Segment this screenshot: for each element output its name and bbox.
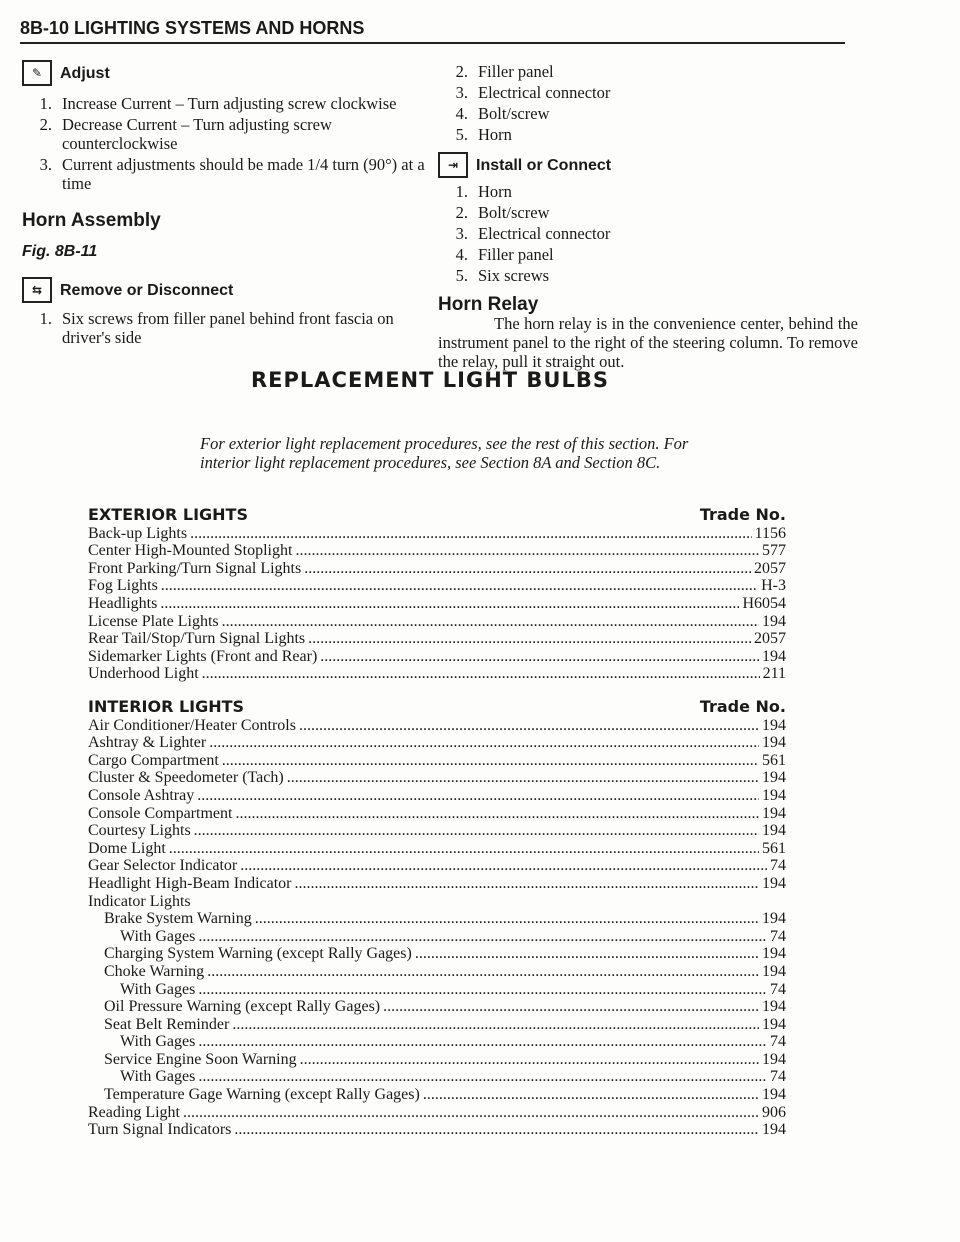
install-steps xyxy=(438,182,858,285)
step-number: 3. xyxy=(455,83,468,102)
leader-dots xyxy=(207,963,759,981)
step-number: 3. xyxy=(455,224,468,243)
bulb-location: Air Conditioner/Heater Controls xyxy=(88,716,296,734)
right-column xyxy=(438,60,858,371)
step-text: Bolt/screw xyxy=(478,104,550,123)
step-text: Bolt/screw xyxy=(478,203,550,222)
step-item xyxy=(22,309,427,347)
bulb-location: Rear Tail/Stop/Turn Signal Lights xyxy=(88,630,306,648)
step-number: 1. xyxy=(39,309,52,328)
leader-dots xyxy=(222,752,759,770)
step-text: Six screws from filler panel behind front fascia on driver's side xyxy=(62,309,394,347)
bulb-row xyxy=(88,1121,786,1139)
remove-steps-continued xyxy=(438,62,858,144)
trade-number: 194 xyxy=(762,647,786,665)
bulb-row xyxy=(88,910,786,928)
step-number: 1. xyxy=(455,182,468,201)
leader-dots xyxy=(295,875,760,893)
exterior-heading: EXTERIOR LIGHTS xyxy=(88,505,248,524)
trade-number: 2057 xyxy=(754,559,786,577)
step-text: Increase Current – Turn adjusting screw clockwise xyxy=(62,94,397,113)
bulb-location: Dome Light xyxy=(88,839,166,857)
bulb-row xyxy=(88,525,786,543)
bulb-row xyxy=(88,1033,786,1051)
install-heading xyxy=(438,152,858,178)
bulb-location: Turn Signal Indicators xyxy=(88,1121,232,1139)
leader-dots xyxy=(255,910,759,928)
adjust-icon: ✎ xyxy=(22,60,52,86)
horn-relay-heading: Horn Relay xyxy=(438,294,539,315)
step-text: Filler panel xyxy=(478,245,554,264)
step-item xyxy=(438,83,858,102)
leader-dots xyxy=(308,630,751,648)
bulb-location: Courtesy Lights xyxy=(88,822,191,840)
interior-lights-table xyxy=(88,698,786,1139)
leader-dots xyxy=(383,998,759,1016)
interior-heading: INTERIOR LIGHTS xyxy=(88,697,245,716)
bulb-row xyxy=(88,630,786,648)
step-item xyxy=(22,115,427,153)
trade-number: 74 xyxy=(770,927,786,945)
replacement-bulbs-title: REPLACEMENT LIGHT BULBS xyxy=(251,368,609,392)
step-item xyxy=(438,104,858,123)
bulb-location: Seat Belt Reminder xyxy=(104,1015,230,1033)
bulb-row xyxy=(88,717,786,735)
step-text: Current adjustments should be made 1/4 turn (90°) at a time xyxy=(62,155,425,193)
leader-dots xyxy=(161,577,758,595)
step-number: 5. xyxy=(455,266,468,285)
bulb-location: With Gages xyxy=(120,980,196,998)
bulb-row xyxy=(88,1068,786,1086)
remove-heading xyxy=(22,277,427,303)
exterior-rows xyxy=(88,525,786,683)
step-number: 2. xyxy=(455,62,468,81)
install-title: Install or Connect xyxy=(476,156,612,174)
trade-number: 194 xyxy=(762,804,786,822)
interior-rows xyxy=(88,717,786,1139)
bulb-row xyxy=(88,963,786,981)
bulb-location: Underhood Light xyxy=(88,665,199,683)
leader-dots xyxy=(190,525,752,543)
bulb-location: Cluster & Speedometer (Tach) xyxy=(88,769,284,787)
step-item xyxy=(438,182,858,201)
leader-dots xyxy=(169,840,759,858)
trade-number: 906 xyxy=(762,1103,786,1121)
trade-number: 74 xyxy=(770,1068,786,1086)
step-number: 4. xyxy=(455,104,468,123)
bulb-location: Ashtray & Lighter xyxy=(88,734,207,752)
bulb-row xyxy=(88,769,786,787)
trade-number: 74 xyxy=(770,980,786,998)
step-number: 2. xyxy=(39,115,52,134)
trade-number: 194 xyxy=(762,769,786,787)
horn-relay-text: The horn relay is in the convenience center, behind the instrument panel to the right of the steering column. To remove the relay, pull it straight out. xyxy=(438,314,858,371)
trade-number: 194 xyxy=(762,734,786,752)
bulb-row xyxy=(88,734,786,752)
horn-assembly-heading: Horn Assembly xyxy=(22,210,161,231)
step-number: 1. xyxy=(39,94,52,113)
bulb-location: Front Parking/Turn Signal Lights xyxy=(88,559,302,577)
bulb-location: Cargo Compartment xyxy=(88,751,219,769)
step-item xyxy=(438,125,858,144)
leader-dots xyxy=(235,805,759,823)
leader-dots xyxy=(423,1086,759,1104)
leader-dots xyxy=(209,734,759,752)
bulb-row xyxy=(88,1016,786,1034)
bulb-row xyxy=(88,928,786,946)
replacement-bulbs-intro: For exterior light replacement procedures, see the rest of this section. For interior light replacement procedures, see Section 8A and Section 8C. xyxy=(200,434,689,472)
leader-dots xyxy=(222,613,759,631)
bulb-row xyxy=(88,595,786,613)
bulb-row xyxy=(88,945,786,963)
bulb-location: Indicator Lights xyxy=(88,892,191,910)
bulb-row xyxy=(88,613,786,631)
step-text: Decrease Current – Turn adjusting screw counterclockwise xyxy=(62,115,332,153)
trade-number: 74 xyxy=(770,857,786,875)
bulb-location: Brake System Warning xyxy=(104,910,252,928)
trade-number: H-3 xyxy=(761,577,786,595)
trade-number: 194 xyxy=(762,822,786,840)
bulb-row xyxy=(88,648,786,666)
install-connect-icon: ⇥ xyxy=(438,152,468,178)
step-number: 4. xyxy=(455,245,468,264)
exterior-trade-heading: Trade No. xyxy=(699,505,786,524)
bulb-location: Center High-Mounted Stoplight xyxy=(88,542,293,560)
bulb-row xyxy=(88,998,786,1016)
bulb-row xyxy=(88,805,786,823)
bulb-row xyxy=(88,981,786,999)
step-number: 2. xyxy=(455,203,468,222)
leader-dots xyxy=(300,1051,759,1069)
leader-dots xyxy=(198,928,767,946)
leader-dots xyxy=(194,822,759,840)
step-number: 3. xyxy=(39,155,52,174)
exterior-table-header xyxy=(88,506,786,524)
bulb-location: Fog Lights xyxy=(88,577,158,595)
bulb-location: Gear Selector Indicator xyxy=(88,857,238,875)
leader-dots xyxy=(299,717,759,735)
trade-number: 74 xyxy=(770,1033,786,1051)
bulb-row xyxy=(88,577,786,595)
trade-number: 194 xyxy=(762,962,786,980)
step-text: Horn xyxy=(478,125,512,144)
leader-dots xyxy=(198,981,767,999)
leader-dots xyxy=(415,945,759,963)
remove-title: Remove or Disconnect xyxy=(60,281,234,299)
bulb-location: Sidemarker Lights (Front and Rear) xyxy=(88,647,318,665)
leader-dots xyxy=(160,595,739,613)
trade-number: H6054 xyxy=(742,594,786,612)
trade-number: 211 xyxy=(762,665,786,683)
interior-trade-heading: Trade No. xyxy=(699,697,786,716)
step-item xyxy=(22,155,427,193)
bulb-location: With Gages xyxy=(120,1033,196,1051)
leader-dots xyxy=(304,560,751,578)
bulb-location: With Gages xyxy=(120,1068,196,1086)
trade-number: 561 xyxy=(762,839,786,857)
step-text: Horn xyxy=(478,182,512,201)
step-text: Filler panel xyxy=(478,62,554,81)
bulb-location: Choke Warning xyxy=(104,962,205,980)
trade-number: 1156 xyxy=(754,524,786,542)
trade-number: 194 xyxy=(762,1050,786,1068)
step-item xyxy=(438,245,858,264)
leader-dots xyxy=(240,857,767,875)
trade-number: 194 xyxy=(762,910,786,928)
leader-dots xyxy=(295,542,759,560)
step-item xyxy=(22,94,427,113)
bulb-location: Console Ashtray xyxy=(88,786,195,804)
figure-reference: Fig. 8B-11 xyxy=(22,243,98,260)
bulb-row xyxy=(88,893,786,911)
remove-steps xyxy=(22,309,427,347)
bulb-location: Service Engine Soon Warning xyxy=(104,1050,297,1068)
bulb-row xyxy=(88,822,786,840)
bulb-row xyxy=(88,875,786,893)
trade-number: 194 xyxy=(762,716,786,734)
page-header: 8B-10 LIGHTING SYSTEMS AND HORNS xyxy=(20,18,845,44)
leader-dots xyxy=(183,1104,759,1122)
step-number: 5. xyxy=(455,125,468,144)
leader-dots xyxy=(320,648,759,666)
bulb-location: Back-up Lights xyxy=(88,524,188,542)
bulb-row xyxy=(88,752,786,770)
step-text: Electrical connector xyxy=(478,224,611,243)
leader-dots xyxy=(232,1016,759,1034)
exterior-lights-table xyxy=(88,506,786,683)
interior-table-header xyxy=(88,698,786,716)
adjust-heading xyxy=(22,60,427,86)
adjust-steps xyxy=(22,94,427,193)
bulb-location: Headlights xyxy=(88,594,158,612)
trade-number: 194 xyxy=(762,786,786,804)
left-column xyxy=(22,60,427,347)
step-text: Six screws xyxy=(478,266,550,285)
remove-disconnect-icon: ⇆ xyxy=(22,277,52,303)
trade-number: 194 xyxy=(762,1015,786,1033)
bulb-location: Temperature Gage Warning (except Rally Gages) xyxy=(104,1086,420,1104)
bulb-row xyxy=(88,857,786,875)
bulb-row xyxy=(88,1104,786,1122)
step-text: Electrical connector xyxy=(478,83,611,102)
leader-dots xyxy=(197,787,759,805)
trade-number: 194 xyxy=(762,998,786,1016)
leader-dots xyxy=(287,769,759,787)
bulb-location: Console Compartment xyxy=(88,804,233,822)
bulb-row xyxy=(88,1086,786,1104)
trade-number: 194 xyxy=(762,612,786,630)
bulb-row xyxy=(88,560,786,578)
step-item xyxy=(438,266,858,285)
bulb-location: With Gages xyxy=(120,927,196,945)
trade-number: 561 xyxy=(762,751,786,769)
bulb-location: Charging System Warning (except Rally Gages) xyxy=(104,945,412,963)
step-item xyxy=(438,62,858,81)
trade-number: 2057 xyxy=(754,630,786,648)
trade-number: 194 xyxy=(762,874,786,892)
bulb-row xyxy=(88,665,786,683)
leader-dots xyxy=(198,1033,767,1051)
trade-number: 194 xyxy=(762,1086,786,1104)
bulb-location: License Plate Lights xyxy=(88,612,219,630)
step-item xyxy=(438,203,858,222)
trade-number: 577 xyxy=(762,542,786,560)
leader-dots xyxy=(234,1121,759,1139)
bulb-location: Headlight High-Beam Indicator xyxy=(88,874,292,892)
bulb-row xyxy=(88,1051,786,1069)
bulb-row xyxy=(88,542,786,560)
bulb-location: Oil Pressure Warning (except Rally Gages) xyxy=(104,998,381,1016)
bulb-row xyxy=(88,787,786,805)
leader-dots xyxy=(198,1068,767,1086)
trade-number: 194 xyxy=(762,1121,786,1139)
step-item xyxy=(438,224,858,243)
bulb-row xyxy=(88,840,786,858)
adjust-title: Adjust xyxy=(60,64,110,82)
trade-number: 194 xyxy=(762,945,786,963)
leader-dots xyxy=(202,665,760,683)
bulb-location: Reading Light xyxy=(88,1103,180,1121)
